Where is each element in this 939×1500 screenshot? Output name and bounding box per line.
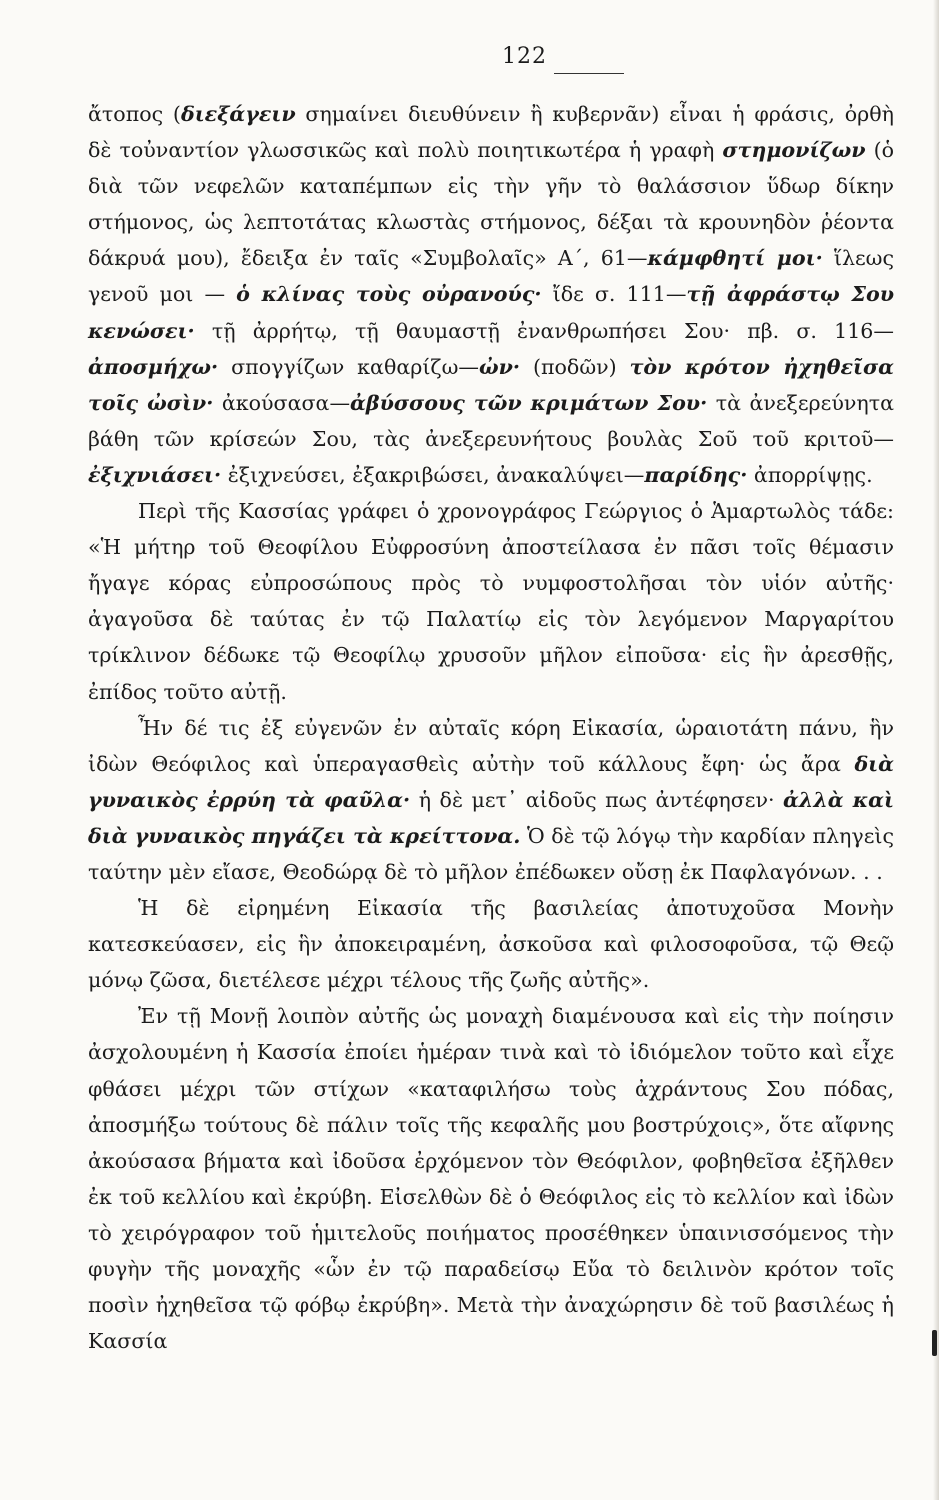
body-text <box>88 96 894 1359</box>
paragraph-eikasia <box>88 710 894 890</box>
emphasis-term: ἐξιχνιάσει· <box>88 462 222 487</box>
text-run: ἴδε σ. 111— <box>541 282 687 307</box>
paragraph-idiomelon <box>88 998 894 1359</box>
emphasis-term: κάμφθητί μοι· <box>647 246 823 271</box>
emphasis-term: ὁ κλίνας τοὺς οὐρανούς· <box>236 282 542 307</box>
text-run: τῇ ἀρρήτῳ, τῇ θαυμαστῇ ἐνανθρωπήσει Σου· πβ. σ. 116— <box>194 318 894 343</box>
text-run: ἐξιχνεύσει, ἐξακριβώσει, ἀνακαλύψει— <box>221 462 645 487</box>
text-run: ἡ δὲ μετ᾽ αἰδοῦς πως ἀντέφησεν· <box>410 787 784 812</box>
page-edge-shadow <box>933 0 939 1500</box>
emphasis-term: ὠν· <box>478 354 521 379</box>
text-run: ἵλεως γενοῦ μοι — <box>88 246 895 307</box>
emphasis-term: τῇ ἀφράστῳ Σου κενώσει· <box>88 282 894 343</box>
text-run: (ὁ διὰ τῶν νεφελῶν καταπέμπων εἰς τὴν γῆν τὸ θαλάσσιον ὕδωρ δίκην στήμονος, ὡς λεπτοτάτας κλωστὰς στήμονος, δέξαι τὰ κρουνηδὸν ῥέοντα δάκρυά μου), ἔδειξα ἐν ταῖς «Συμβολαῖς» Α΄, 61— <box>88 138 894 271</box>
text-run: Ἦν δέ τις ἐξ εὐγενῶν ἐν αὐταῖς κόρη Εἰκασία, ὡραιοτάτη πάνυ, ἣν ἰδὼν Θεόφιλος καὶ ὑπεραγασθεὶς αὐτὴν τοῦ κάλλους ἔφη· ὡς ἄρα <box>88 715 894 776</box>
paragraph-chronicle-quote <box>88 493 894 710</box>
text-run: Ἐν τῇ Μονῇ λοιπὸν αὐτῆς ὡς μοναχὴ διαμένουσα καὶ εἰς τὴν ποίησιν ἀσχολουμένη ἡ Κασσία ἐποίει ἡμέραν τινὰ καὶ τὸ ἰδιόμελον τοῦτο καὶ εἶχε φθάσει μέχρι τῶν στίχων «καταφιλήσω τοὺς ἀχράντους Σου πόδας, ἀποσμήξω τούτους δὲ πάλιν τοῖς τῆς κεφαλῆς μου βοστρύχοις», ὅτε αἴφνης ἀκούσασα βήματα καὶ ἰδοῦσα ἐρχόμενον τὸν Θεόφιλον, φοβηθεῖσα ἐξῆλθεν ἐκ τοῦ κελλίου καὶ ἐκρύβη. Εἰσελθὼν δὲ ὁ Θεόφιλος εἰς τὸ κελλίον καὶ ἰδὼν τὸ χειρόγραφον τοῦ ἡμιτελοῦς ποιήματος προσέθηκεν ὑπαινισσόμενος τὴν φυγὴν τῆς μοναχῆς «ὧν ἐν τῷ παραδείσῳ Εὔα τὸ δειλινὸν κρότον τοῖς ποσὶν ἠχηθεῖσα τῷ φόβῳ ἐκρύβη». Μετὰ τὴν ἀναχώρησιν δὲ τοῦ βασιλέως ἡ Κασσία <box>88 1004 894 1354</box>
page-number-rule <box>554 73 624 74</box>
emphasis-term: διὰ γυναικὸς ἐρρύη τὰ φαῦλα· <box>88 751 894 812</box>
emphasis-term: ἀβύσσους τῶν κριμάτων Σου· <box>350 390 708 415</box>
text-run: Περὶ τῆς Κασσίας γράφει ὁ χρονογράφος Γεώργιος ὁ Ἁμαρτωλὸς τάδε: «Ἡ μήτηρ τοῦ Θεοφίλου Εὐφροσύνη ἀποστείλασα ἐν πᾶσι τοῖς θέμασιν ἤγαγε κόρας εὐπροσώπους πρὸς τὸ νυμφοστολῆσαι τὸν υἱόν αὐτῆς· ἀγαγοῦσα δὲ ταύτας ἐν τῷ Παλατίῳ εἰς τὸν λεγόμενον Μαργαρίτου τρίκλινον δέδωκε τῷ Θεοφίλῳ χρυσοῦν μῆλον εἰποῦσα· εἰς ἣν ἀρεσθῇς, ἐπίδος τοῦτο αὐτῇ. <box>88 499 894 704</box>
paragraph-glossary <box>88 96 894 493</box>
text-run: τὰ ἀνεξερεύνητα βάθη τῶν κρίσεών Σου, τὰς ἀνεξερευνήτους βουλὰς Σοῦ τοῦ κριτοῦ— <box>88 390 895 451</box>
text-run: σημαίνει διευθύνειν ἢ κυβερνᾶν) εἶναι ἡ φράσις, ὀρθὴ δὲ τοὐναντίον γλωσσικῶς καὶ πολὺ ποιητικωτέρα ἡ γραφὴ <box>88 102 894 163</box>
page-number: 122 <box>502 44 547 69</box>
text-run: σπογγίζων καθαρίζω— <box>218 354 479 379</box>
binding-mark <box>932 1330 937 1356</box>
emphasis-term: τὸν κρότον ἠχηθεῖσα τοῖς ὠσὶν· <box>88 354 894 415</box>
text-run: ἄτοπος ( <box>88 102 181 126</box>
text-run: Ὁ δὲ τῷ λόγῳ τὴν καρδίαν πληγεὶς ταύτην μὲν εἴασε, Θεοδώρᾳ δὲ τὸ μῆλον ἐπέδωκεν οὔσῃ ἐκ Παφλαγόνων. . . <box>88 823 894 884</box>
emphasis-term: διεξάγειν <box>180 102 296 126</box>
emphasis-term: ἀλλὰ καὶ διὰ γυναικὸς πηγάζει τὰ κρείττονα. <box>88 787 894 848</box>
text-run: Ἡ δὲ εἰρημένη Εἰκασία τῆς βασιλείας ἀποτυχοῦσα Μονὴν κατεσκεύασεν, εἰς ἣν ἀποκειραμένη, ἀσκοῦσα καὶ φιλοσοφοῦσα, τῷ Θεῷ μόνῳ ζῶσα, διετέλεσε μέχρι τέλους τῆς ζωῆς αὐτῆς». <box>88 896 894 993</box>
emphasis-term: παρίδης· <box>644 462 748 487</box>
text-run: (ποδῶν) <box>520 354 630 379</box>
text-run: ἀπορρίψῃς. <box>747 462 873 487</box>
paragraph-monastery <box>88 890 894 998</box>
emphasis-term: στημονίζων <box>722 138 866 163</box>
emphasis-term: ἀποσμήχω· <box>88 354 219 379</box>
text-run: ἀκούσασα— <box>213 390 351 415</box>
